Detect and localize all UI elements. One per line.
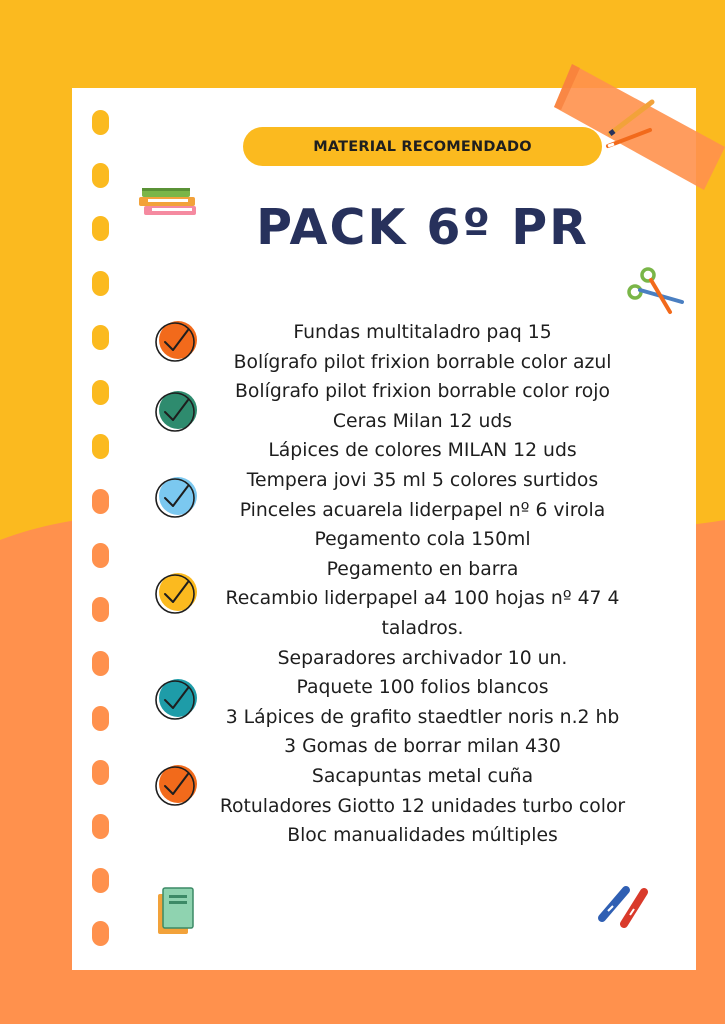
- check-circle-green-icon: [154, 388, 200, 434]
- binder-hole: [92, 271, 109, 296]
- material-list: [200, 318, 645, 851]
- list-item: Fundas multitaladro paq 15: [293, 322, 552, 343]
- binder-hole: [92, 814, 109, 839]
- binder-hole: [92, 651, 109, 676]
- list-item: Tempera jovi 35 ml 5 colores surtidos: [246, 469, 599, 491]
- binder-hole: [92, 434, 109, 459]
- binder-hole: [92, 325, 109, 350]
- binder-hole: [92, 489, 109, 514]
- scissors-icon: [626, 266, 684, 316]
- notebooks-icon: [156, 886, 196, 936]
- check-circle-orange-icon: [154, 762, 200, 808]
- list-item: Sacapuntas metal cuña: [311, 765, 534, 787]
- check-circle-teal-icon: [154, 676, 200, 722]
- list-item: 3 Lápices de grafito staedtler noris n.2 hb: [225, 706, 620, 728]
- binder-hole: [92, 597, 109, 622]
- list-item: Separadores archivador 10 un.: [277, 647, 568, 669]
- list-item: Bolígrafo pilot frixion borrable color azul: [233, 351, 612, 373]
- binder-hole: [92, 706, 109, 731]
- binder-hole: [92, 868, 109, 893]
- binder-hole: [92, 921, 109, 946]
- list-item: Lápices de colores MILAN 12 uds: [268, 440, 577, 462]
- list-item: Bloc manualidades múltiples: [287, 825, 558, 847]
- list-item: Recambio liderpapel a4 100 hojas nº 47 4 taladros.: [225, 588, 620, 639]
- check-circle-orange-icon: [154, 318, 200, 364]
- crayons-icon: [596, 884, 650, 928]
- material-banner: MATERIAL RECOMENDADO: [243, 127, 602, 166]
- list-item: Pegamento cola 150ml: [314, 529, 531, 551]
- books-icon: [138, 186, 200, 220]
- list-item: Rotuladores Giotto 12 unidades turbo color: [219, 795, 626, 817]
- check-circle-blue-icon: [154, 474, 200, 520]
- binder-hole: [92, 110, 109, 135]
- pencils-icon: [600, 94, 660, 150]
- list-item: 3 Gomas de borrar milan 430: [284, 736, 561, 758]
- binder-hole: [92, 380, 109, 405]
- list-item: Pinceles acuarela liderpapel nº 6 virola: [239, 499, 606, 521]
- binder-hole: [92, 760, 109, 785]
- list-item: Paquete 100 folios blancos: [296, 677, 549, 699]
- list-item: Pegamento en barra: [326, 558, 519, 580]
- binder-hole: [92, 216, 109, 241]
- page-title: PACK 6º PR: [256, 199, 589, 256]
- binder-hole: [92, 543, 109, 568]
- list-item: Ceras Milan 12 uds: [332, 410, 513, 432]
- binder-hole: [92, 163, 109, 188]
- check-circle-yellow-icon: [154, 570, 200, 616]
- list-item: Bolígrafo pilot frixion borrable color rojo: [235, 381, 610, 403]
